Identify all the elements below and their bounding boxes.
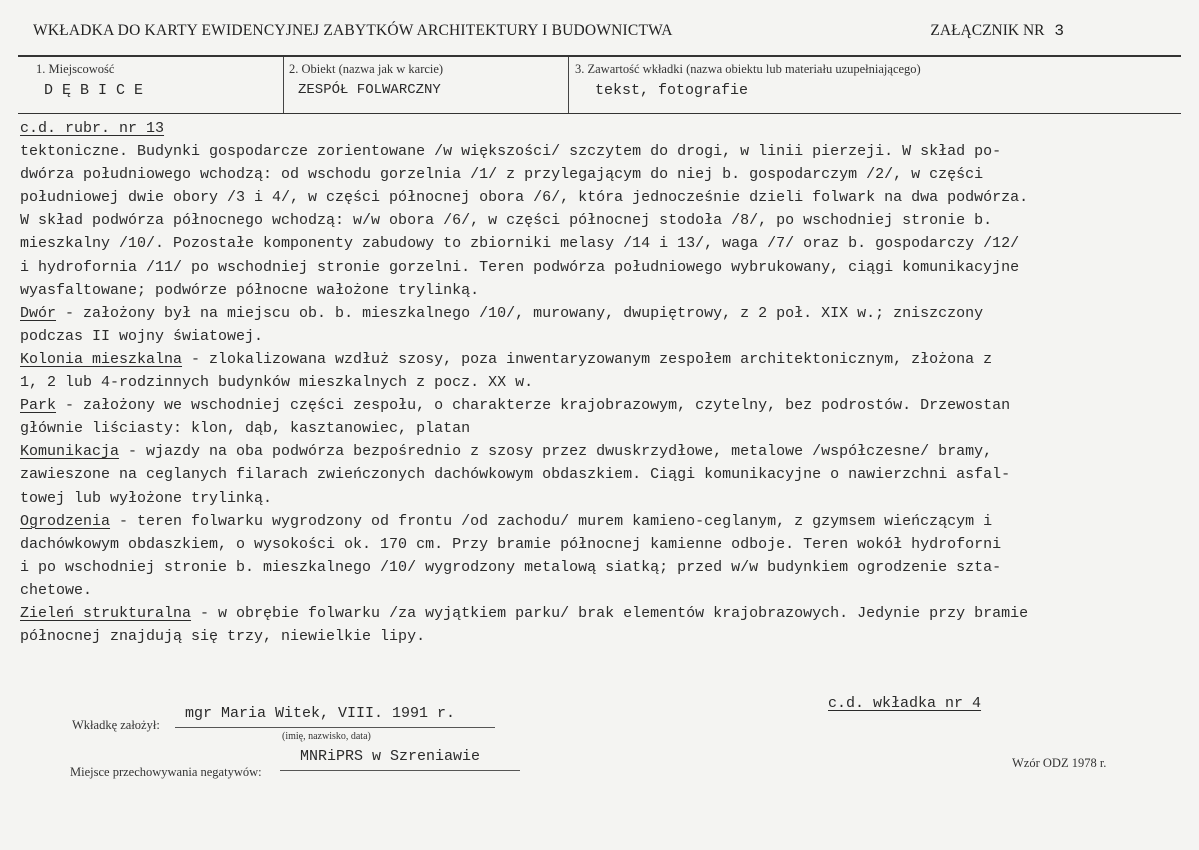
body-line <box>20 117 1180 140</box>
author-underline <box>175 727 495 728</box>
body-line: i hydrofornia /11/ po wschodniej stronie gorzelni. Teren podwórza południowego wybrukowany, ciągi komunikacyjne <box>20 258 1020 276</box>
body-line: głównie liściasty: klon, dąb, kasztanowiec, platan <box>20 420 471 438</box>
field-zawartosc-label: 3. Zawartość wkładki (nazwa obiektu lub materiału uzupełniającego) <box>575 62 921 76</box>
body-line: towej lub wyłożone trylinką. <box>20 489 273 507</box>
field-divider-1 <box>283 57 284 113</box>
body-line-kolonia: Kolonia mieszkalna - zlokalizowana wzdłuż szosy, poza inwentaryzowanym zespołem architektonicznym, złożona z <box>20 350 993 368</box>
section-heading: Ogrodzenia <box>20 512 111 530</box>
body-line: podczas II wojny światowej. <box>20 327 264 345</box>
body-line: południowej dwie obory /3 i 4/, w części północnej obora /6/, która jednocześnie dzieli folwark na dwa podwórza. <box>20 189 1029 207</box>
negatives-label: Miejsce przechowywania negatywów: <box>70 765 262 779</box>
field-obiekt-value: ZESPÓŁ FOLWARCZNY <box>298 82 441 98</box>
body-line-zielen: Zieleń strukturalna - w obrębie folwarku /za wyjątkiem parku/ brak elementów krajobrazowych. Jedynie przy bramie <box>20 604 1029 622</box>
section-heading: Zieleń strukturalna <box>20 604 192 622</box>
author-hint: (imię, nazwisko, data) <box>282 731 371 742</box>
section-heading: Komunikacja <box>20 443 120 461</box>
body-line-park: Park - założony we wschodniej części zespołu, o charakterze krajobrazowym, czytelny, bez podrostów. Drzewostan <box>20 397 1011 415</box>
field-divider-2 <box>568 57 569 113</box>
author-label: Wkładkę założył: <box>72 718 160 732</box>
body-line: tektoniczne. Budynki gospodarcze zorientowane /w większości/ szczytem do drogi, w linii pierzeji. W skład po- <box>20 143 1002 161</box>
body-line: W skład podwórza północnego wchodzą: w/w obora /6/, w części północnej stodoła /8/, po wschodniej stronie b. <box>20 212 993 230</box>
section-heading: Kolonia mieszkalna <box>20 350 183 368</box>
body-line: chetowe. <box>20 581 93 599</box>
top-rule <box>18 55 1181 57</box>
attachment-number: 3 <box>1054 22 1064 40</box>
body-line: dwórza południowego wchodzą: od wschodu gorzelnia /1/ z przylegającym do niej b. gospodarczym /2/, w części <box>20 166 984 184</box>
attachment-label <box>930 22 1064 40</box>
body-line: zawieszone na ceglanych filarach zwieńczonych dachówkowym obdaszkiem. Ciągi komunikacyjne o nawierzchni asfal- <box>20 466 1011 484</box>
fields-bottom-rule <box>18 113 1181 114</box>
attachment-label-text: ZAŁĄCZNIK NR <box>930 22 1045 39</box>
body-line-ogrodzenia: Ogrodzenia - teren folwarku wygrodzony od frontu /od zachodu/ murem kamieno-ceglanym, z gzymsem wieńczącym i <box>20 512 993 530</box>
form-title: WKŁADKA DO KARTY EWIDENCYJNEJ ZABYTKÓW ARCHITEKTURY I BUDOWNICTWA <box>33 22 673 39</box>
continuation-note: c.d. wkładka nr 4 <box>828 695 982 712</box>
body-line: północnej znajdują się trzy, niewielkie lipy. <box>20 628 426 646</box>
typed-body <box>20 117 1180 648</box>
field-obiekt-label: 2. Obiekt (nazwa jak w karcie) <box>289 62 444 76</box>
body-line: dachówkowym obdaszkiem, o wysokości ok. 170 cm. Przy bramie północnej kamienne odboje. Teren wokół hydroforni <box>20 535 1002 553</box>
field-miejscowosc-value: D Ę B I C E <box>44 82 144 99</box>
section-continuation-heading: c.d. rubr. nr 13 <box>20 120 165 137</box>
negatives-value: MNRiPRS w Szreniawie <box>300 748 481 765</box>
field-zawartosc-value: tekst, fotografie <box>595 82 749 99</box>
section-heading: Dwór <box>20 304 57 322</box>
body-line: i po wschodniej stronie b. mieszkalnego /10/ wygrodzony metalową siatką; przed w/w budynkiem ogrodzenie szta- <box>20 558 1002 576</box>
body-line-komunikacja: Komunikacja - wjazdy na oba podwórza bezpośrednio z szosy przez dwuskrzydłowe, metalowe /współczesne/ bramy, <box>20 443 993 461</box>
body-line: wyasfaltowane; podwórze północne wałożone trylinką. <box>20 281 480 299</box>
author-value: mgr Maria Witek, VIII. 1991 r. <box>185 705 456 722</box>
body-line: 1, 2 lub 4-rodzinnych budynków mieszkalnych z pocz. XX w. <box>20 374 534 392</box>
field-miejscowosc-label: 1. Miejscowość <box>36 62 115 76</box>
body-line: mieszkalny /10/. Pozostałe komponenty zabudowy to zbiorniki melasy /14 i 13/, waga /7/ oraz b. gospodarczy /12/ <box>20 235 1020 253</box>
body-line-dwor: Dwór - założony był na miejscu ob. b. mieszkalnego /10/, murowany, dwupiętrowy, z 2 poł. XIX w.; zniszczony <box>20 304 984 322</box>
section-heading: Park <box>20 397 57 415</box>
form-code: Wzór ODZ 1978 r. <box>1012 756 1107 770</box>
negatives-underline <box>280 770 520 771</box>
